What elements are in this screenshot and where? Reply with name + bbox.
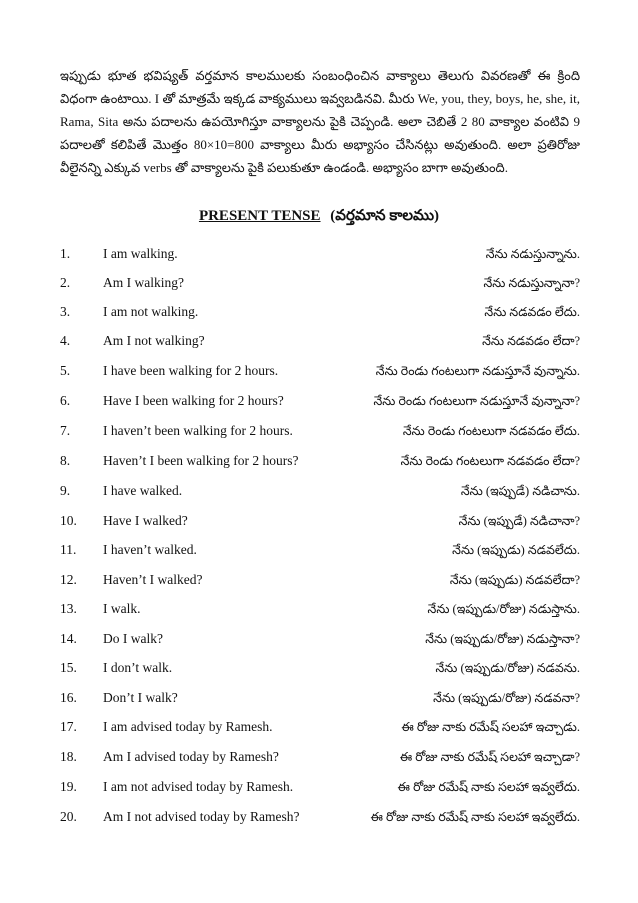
- sentence-row: [60, 539, 580, 561]
- sentence-row: [60, 272, 580, 294]
- sentence-row: [60, 598, 580, 620]
- sentence-telugu: నేను రెండు గంటలుగా నడుస్తూనే వున్నానా?: [373, 394, 580, 408]
- sentence-number: 2.: [60, 275, 71, 290]
- sentence-english: I don’t walk.: [103, 660, 173, 675]
- sentence-english: I walk.: [103, 601, 141, 616]
- sentence-number: 6.: [60, 393, 71, 408]
- sentence-row: [60, 360, 580, 382]
- sentence-telugu: నేను రెండు గంటలుగా నడవడం లేదు.: [402, 424, 580, 438]
- sentence-row: [60, 776, 580, 798]
- sentence-english: Am I not advised today by Ramesh?: [103, 809, 300, 824]
- sentence-english: Am I walking?: [103, 275, 184, 290]
- sentence-number: 15.: [60, 660, 77, 675]
- sentence-number: 11.: [60, 542, 77, 557]
- sentence-row: [60, 687, 580, 709]
- sentence-row: [60, 420, 580, 442]
- sentence-english: I am not walking.: [103, 304, 199, 319]
- sentence-english: I haven’t been walking for 2 hours.: [103, 423, 293, 438]
- sentence-telugu: నేను నడుస్తున్నాను.: [485, 247, 580, 261]
- sentence-number: 8.: [60, 453, 71, 468]
- sentence-row: [60, 746, 580, 768]
- sentence-telugu: నేను (ఇప్పుడు/రోజు) నడవను.: [435, 661, 580, 675]
- sentence-row: [60, 510, 580, 532]
- sentence-telugu: ఈ రోజు నాకు రమేష్ సలహా ఇచ్చాడా?: [399, 750, 580, 764]
- sentence-english: Am I advised today by Ramesh?: [103, 749, 279, 764]
- title-telugu: (వర్తమాన కాలము): [330, 208, 440, 224]
- sentence-row: [60, 716, 580, 738]
- sentence-number: 12.: [60, 572, 77, 587]
- sentence-telugu: నేను (ఇప్పుడు) నడవలేదు.: [452, 543, 580, 557]
- sentence-telugu: నేను (ఇప్పుడు/రోజు) నడవనా?: [433, 691, 580, 705]
- sentence-number: 20.: [60, 809, 77, 824]
- sentence-telugu: నేను నడవడం లేదు.: [484, 305, 580, 319]
- sentence-row: [60, 390, 580, 412]
- sentence-english: I am walking.: [103, 246, 178, 261]
- sentence-telugu: నేను (ఇప్పుడు/రోజు) నడుస్తాను.: [427, 602, 580, 616]
- sentence-row: [60, 806, 580, 828]
- sentence-row: [60, 243, 580, 265]
- sentence-row: [60, 657, 580, 679]
- sentence-number: 14.: [60, 631, 77, 646]
- sentence-number: 16.: [60, 690, 77, 705]
- sentence-row: [60, 480, 580, 502]
- sentence-number: 3.: [60, 304, 71, 319]
- sentence-number: 19.: [60, 779, 77, 794]
- sentence-number: 13.: [60, 601, 77, 616]
- sentence-english: Am I not walking?: [103, 333, 205, 348]
- sentence-english: Don’t I walk?: [103, 690, 178, 705]
- sentence-telugu: నేను నడుస్తున్నానా?: [483, 276, 580, 290]
- sentence-number: 17.: [60, 719, 77, 734]
- sentence-row: [60, 301, 580, 323]
- sentence-english: Haven’t I been walking for 2 hours?: [103, 453, 299, 468]
- sentence-english: Have I walked?: [103, 513, 188, 528]
- sentence-telugu: నేను (ఇప్పుడే) నడిచాను.: [460, 484, 580, 498]
- sentence-english: I have walked.: [103, 483, 183, 498]
- sentence-telugu: నేను రెండు గంటలుగా నడవడం లేదా?: [400, 454, 580, 468]
- sentence-number: 10.: [60, 513, 77, 528]
- sentence-telugu: ఈ రోజు రమేష్ నాకు సలహా ఇవ్వలేదు.: [397, 780, 580, 794]
- sentence-english: I am not advised today by Ramesh.: [103, 779, 294, 794]
- title-english: PRESENT TENSE: [198, 208, 321, 224]
- sentence-english: Have I been walking for 2 hours?: [103, 393, 284, 408]
- sentence-telugu: నేను నడవడం లేదా?: [482, 334, 580, 348]
- sentence-row: [60, 569, 580, 591]
- sentence-row: [60, 450, 580, 472]
- sentence-english: Do I walk?: [103, 631, 163, 646]
- sentence-number: 7.: [60, 423, 71, 438]
- sentence-number: 18.: [60, 749, 77, 764]
- sentence-telugu: నేను (ఇప్పుడే) నడిచానా?: [458, 514, 580, 528]
- sentence-english: I have been walking for 2 hours.: [103, 363, 279, 378]
- sentence-english: I am advised today by Ramesh.: [103, 719, 273, 734]
- sentence-row: [60, 628, 580, 650]
- sentence-row: [60, 330, 580, 352]
- sentence-number: 4.: [60, 333, 71, 348]
- sentence-number: 1.: [60, 246, 71, 261]
- sentence-telugu: నేను (ఇప్పుడు) నడవలేదా?: [449, 573, 580, 587]
- sentence-english: I haven’t walked.: [103, 542, 197, 557]
- sentence-telugu: నేను (ఇప్పుడు/రోజు) నడుస్తానా?: [425, 632, 580, 646]
- sentence-telugu: ఈ రోజు నాకు రమేష్ సలహా ఇచ్చాడు.: [401, 720, 580, 734]
- sentence-telugu: నేను రెండు గంటలుగా నడుస్తూనే వున్నాను.: [375, 364, 580, 378]
- sentence-english: Haven’t I walked?: [103, 572, 203, 587]
- sentence-telugu: ఈ రోజు నాకు రమేష్ నాకు సలహా ఇవ్వలేదు.: [370, 810, 580, 824]
- sentence-number: 5.: [60, 363, 71, 378]
- section-title: [0, 208, 638, 228]
- intro-paragraph: ఇప్పుడు భూత భవిష్యత్ వర్తమాన కాలములకు సంబంధించిన వాక్యాలు తెలుగు వివరణతో ఈ క్రింది విధంగా ఉంటాయి. I తో మాత్రమే ఇక్కడ వాక్యములు ఇవ్వబడినవి. మీరు We, you, they, boys, he, she, it, Rama, Sita అను పదాలను ఉపయోగిస్తూ వాక్యాలను పైకి చెప్పండి. అలా చెబితే 2 80 వాక్యాల వంటివి 9 పదాలతో కలిపితే మొత్తం 80×10=800 వాక్యాలు మీరు అభ్యాసం చేసినట్లు అవుతుంది. అలా ప్రతిరోజు వీలైనన్ని ఎక్కువ verbs తో వాక్యాలను పైకి పలుకుతూ ఉండండి. అభ్యాసం బాగా అవుతుంది.: [60, 68, 580, 175]
- sentence-number: 9.: [60, 483, 71, 498]
